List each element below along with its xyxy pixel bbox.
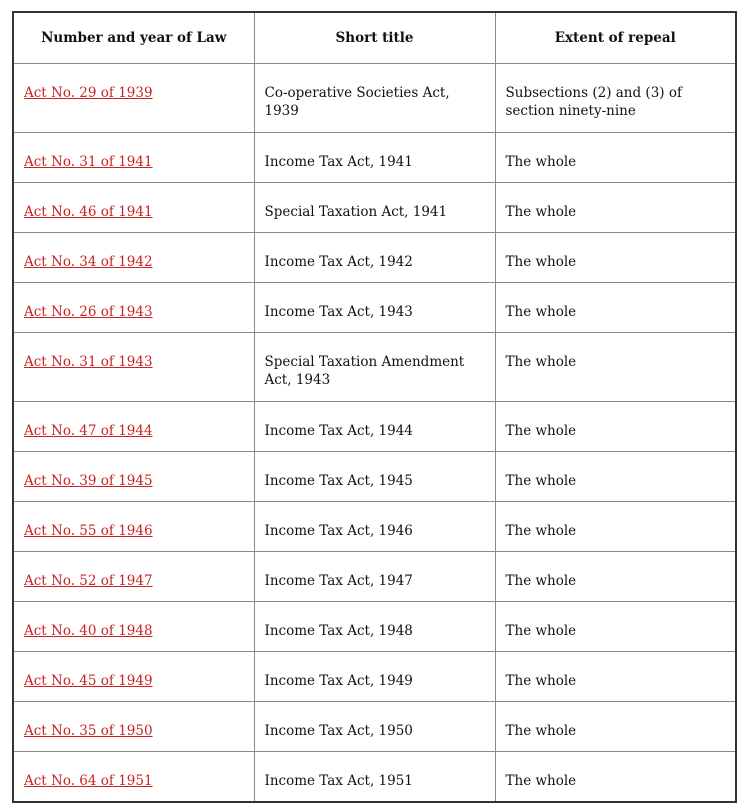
repeal-schedule: [12, 11, 737, 803]
extent-of-repeal: Subsections (2) and (3) of section ninety-nine: [505, 85, 682, 119]
extent-cell: [495, 233, 736, 283]
repeal-table: [12, 11, 737, 803]
extent-of-repeal: The whole: [505, 773, 577, 789]
extent-of-repeal: The whole: [505, 723, 577, 739]
short-title: Income Tax Act, 1945: [264, 473, 413, 489]
law-cell: [13, 752, 254, 803]
table-row: [13, 133, 736, 183]
title-cell: [254, 552, 495, 602]
short-title: Income Tax Act, 1950: [264, 723, 413, 739]
title-cell: [254, 702, 495, 752]
extent-of-repeal: The whole: [505, 154, 577, 170]
short-title: Income Tax Act, 1951: [264, 773, 413, 789]
short-title: Income Tax Act, 1944: [264, 423, 413, 439]
title-cell: [254, 652, 495, 702]
title-cell: [254, 183, 495, 233]
law-link[interactable]: Act No. 46 of 1941: [24, 204, 153, 220]
law-link[interactable]: Act No. 47 of 1944: [24, 423, 153, 439]
table-row: [13, 702, 736, 752]
header-number-and-year: Number and year of Law: [13, 12, 254, 64]
extent-cell: [495, 283, 736, 333]
short-title: Income Tax Act, 1947: [264, 573, 413, 589]
extent-of-repeal: The whole: [505, 573, 577, 589]
short-title: Special Taxation Act, 1941: [264, 204, 448, 220]
extent-cell: [495, 64, 736, 133]
short-title: Income Tax Act, 1948: [264, 623, 413, 639]
law-link[interactable]: Act No. 31 of 1941: [24, 154, 153, 170]
law-link[interactable]: Act No. 45 of 1949: [24, 673, 153, 689]
title-cell: [254, 133, 495, 183]
short-title: Income Tax Act, 1949: [264, 673, 413, 689]
law-cell: [13, 402, 254, 452]
table-row: [13, 552, 736, 602]
law-link[interactable]: Act No. 26 of 1943: [24, 304, 153, 320]
table-row: [13, 602, 736, 652]
table-row: [13, 183, 736, 233]
law-link[interactable]: Act No. 64 of 1951: [24, 773, 153, 789]
law-cell: [13, 64, 254, 133]
law-link[interactable]: Act No. 31 of 1943: [24, 354, 153, 370]
extent-cell: [495, 183, 736, 233]
law-cell: [13, 452, 254, 502]
law-cell: [13, 602, 254, 652]
extent-of-repeal: The whole: [505, 304, 577, 320]
title-cell: [254, 64, 495, 133]
law-cell: [13, 133, 254, 183]
header-short-title: Short title: [254, 12, 495, 64]
header-extent-of-repeal: Extent of repeal: [495, 12, 736, 64]
law-link[interactable]: Act No. 34 of 1942: [24, 254, 153, 270]
law-cell: [13, 502, 254, 552]
extent-of-repeal: The whole: [505, 523, 577, 539]
title-cell: [254, 752, 495, 803]
title-cell: [254, 233, 495, 283]
table-row: [13, 283, 736, 333]
law-cell: [13, 552, 254, 602]
law-link[interactable]: Act No. 35 of 1950: [24, 723, 153, 739]
extent-cell: [495, 602, 736, 652]
table-row: [13, 502, 736, 552]
extent-of-repeal: The whole: [505, 473, 577, 489]
short-title: Income Tax Act, 1941: [264, 154, 413, 170]
law-link[interactable]: Act No. 40 of 1948: [24, 623, 153, 639]
title-cell: [254, 452, 495, 502]
extent-of-repeal: The whole: [505, 204, 577, 220]
law-cell: [13, 233, 254, 283]
extent-cell: [495, 133, 736, 183]
extent-cell: [495, 333, 736, 402]
table-row: [13, 64, 736, 133]
extent-of-repeal: The whole: [505, 673, 577, 689]
law-link[interactable]: Act No. 52 of 1947: [24, 573, 153, 589]
short-title: Income Tax Act, 1943: [264, 304, 413, 320]
short-title: Special Taxation Amendment Act, 1943: [264, 354, 465, 388]
extent-cell: [495, 702, 736, 752]
title-cell: [254, 402, 495, 452]
table-row: [13, 652, 736, 702]
table-row: [13, 452, 736, 502]
extent-cell: [495, 652, 736, 702]
law-link[interactable]: Act No. 29 of 1939: [24, 85, 153, 101]
law-cell: [13, 333, 254, 402]
table-row: [13, 752, 736, 803]
title-cell: [254, 283, 495, 333]
extent-cell: [495, 452, 736, 502]
table-row: [13, 233, 736, 283]
law-cell: [13, 183, 254, 233]
table-row: [13, 333, 736, 402]
short-title: Income Tax Act, 1942: [264, 254, 413, 270]
title-cell: [254, 502, 495, 552]
law-link[interactable]: Act No. 55 of 1946: [24, 523, 153, 539]
title-cell: [254, 602, 495, 652]
law-link[interactable]: Act No. 39 of 1945: [24, 473, 153, 489]
extent-cell: [495, 752, 736, 803]
law-cell: [13, 283, 254, 333]
short-title: Co-operative Societies Act, 1939: [264, 85, 450, 119]
short-title: Income Tax Act, 1946: [264, 523, 413, 539]
title-cell: [254, 333, 495, 402]
law-cell: [13, 652, 254, 702]
extent-of-repeal: The whole: [505, 354, 577, 370]
extent-cell: [495, 502, 736, 552]
extent-of-repeal: The whole: [505, 623, 577, 639]
extent-cell: [495, 552, 736, 602]
extent-of-repeal: The whole: [505, 423, 577, 439]
law-cell: [13, 702, 254, 752]
extent-cell: [495, 402, 736, 452]
table-row: [13, 402, 736, 452]
extent-of-repeal: The whole: [505, 254, 577, 270]
table-header-row: [13, 12, 736, 64]
